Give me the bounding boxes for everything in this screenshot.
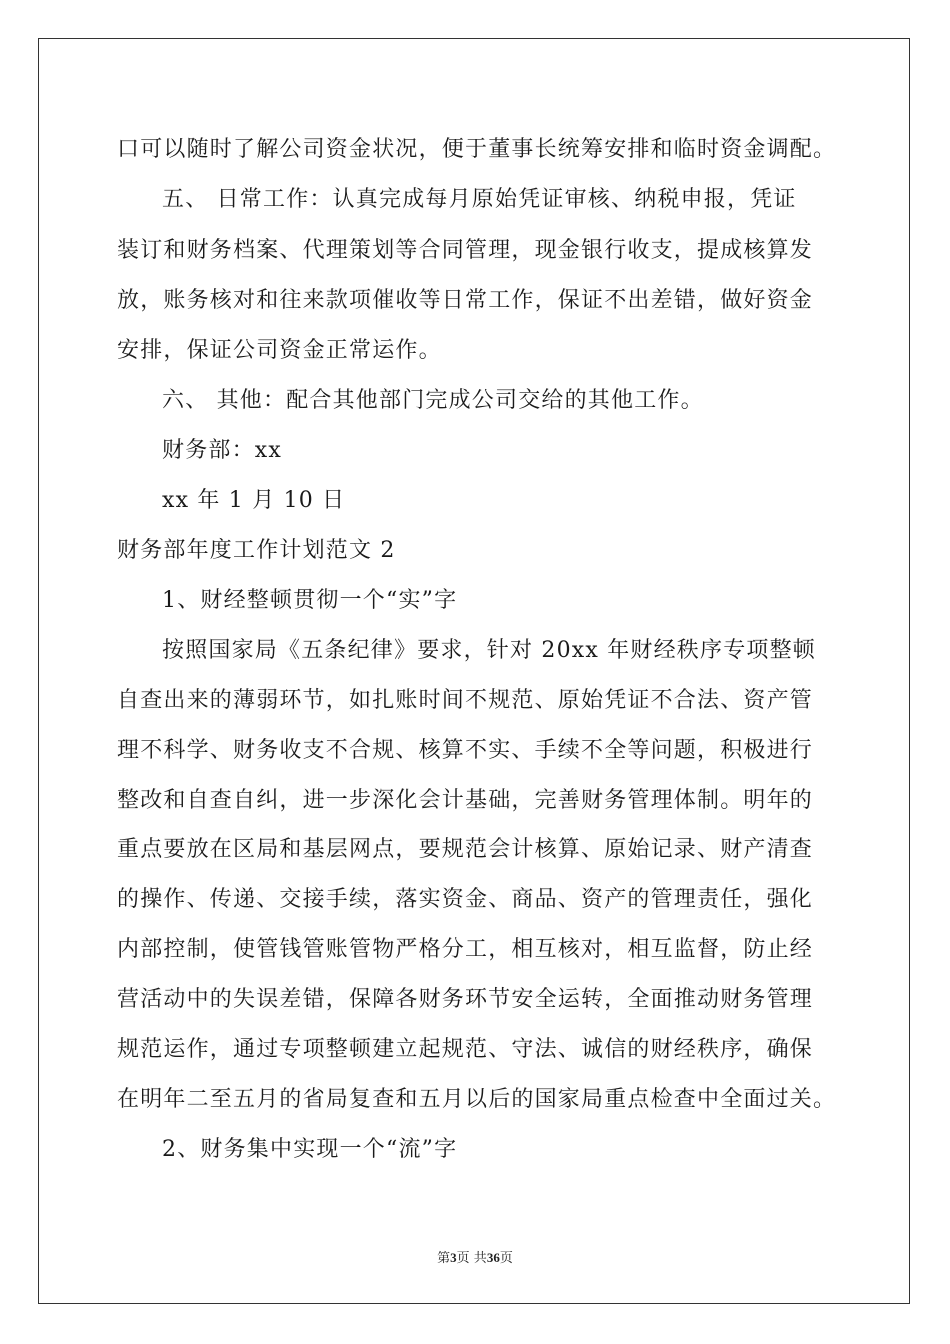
body-line-4: 放，账务核对和往来款项催收等日常工作，保证不出差错，做好资金 (117, 288, 814, 313)
body-line-19: 规范运作，通过专项整顿建立起规范、守法、诚信的财经秩序，确保 (117, 1037, 814, 1062)
body-line-1: 口可以随时了解公司资金状况，便于董事长统筹安排和临时资金调配。 (117, 137, 837, 162)
section-6-heading: 六、 其他：配合其他部门完成公司交给的其他工作。 (162, 388, 704, 413)
subheading-1: 1、财经整顿贯彻一个“实”字 (162, 588, 458, 613)
signature-department: 财务部：xx (162, 438, 283, 463)
body-line-17: 内部控制，使管钱管账管物严格分工，相互核对，相互监督，防止经 (117, 937, 814, 962)
body-line-11: 按照国家局《五条纪律》要求，针对 20xx 年财经秩序专项整顿 (162, 638, 816, 663)
body-line-15: 重点要放在区局和基层网点，要规范会计核算、原始记录、财产清查 (117, 837, 814, 862)
document-title-2: 财务部年度工作计划范文 2 (117, 538, 396, 563)
body-line-3: 装订和财务档案、代理策划等合同管理，现金银行收支，提成核算发 (117, 238, 814, 263)
body-line-18: 营活动中的失误差错，保障各财务环节安全运转，全面推动财务管理 (117, 987, 814, 1012)
footer-prefix: 第 (437, 1251, 451, 1266)
footer-suffix: 页 (499, 1251, 513, 1266)
subheading-2: 2、财务集中实现一个“流”字 (162, 1137, 458, 1162)
footer-total-pages: 36 (486, 1250, 500, 1265)
body-line-5: 安排，保证公司资金正常运作。 (117, 338, 442, 363)
body-line-12: 自查出来的薄弱环节，如扎账时间不规范、原始凭证不合法、资产管 (117, 688, 814, 713)
body-line-13: 理不科学、财务收支不合规、核算不实、手续不全等问题，积极进行 (117, 738, 814, 763)
body-line-20: 在明年二至五月的省局复查和五月以后的国家局重点检查中全面过关。 (117, 1087, 837, 1112)
footer-mid: 页 共 (456, 1251, 487, 1266)
section-5-heading: 五、 日常工作：认真完成每月原始凭证审核、纳税申报，凭证 (162, 187, 797, 212)
signature-date: xx 年 1 月 10 日 (162, 488, 346, 513)
footer-page-number: 3 (450, 1250, 457, 1265)
body-line-14: 整改和自查自纠，进一步深化会计基础，完善财务管理体制。明年的 (117, 788, 814, 813)
body-line-16: 的操作、传递、交接手续，落实资金、商品、资产的管理责任，强化 (117, 887, 814, 912)
page-footer (0, 1247, 950, 1266)
